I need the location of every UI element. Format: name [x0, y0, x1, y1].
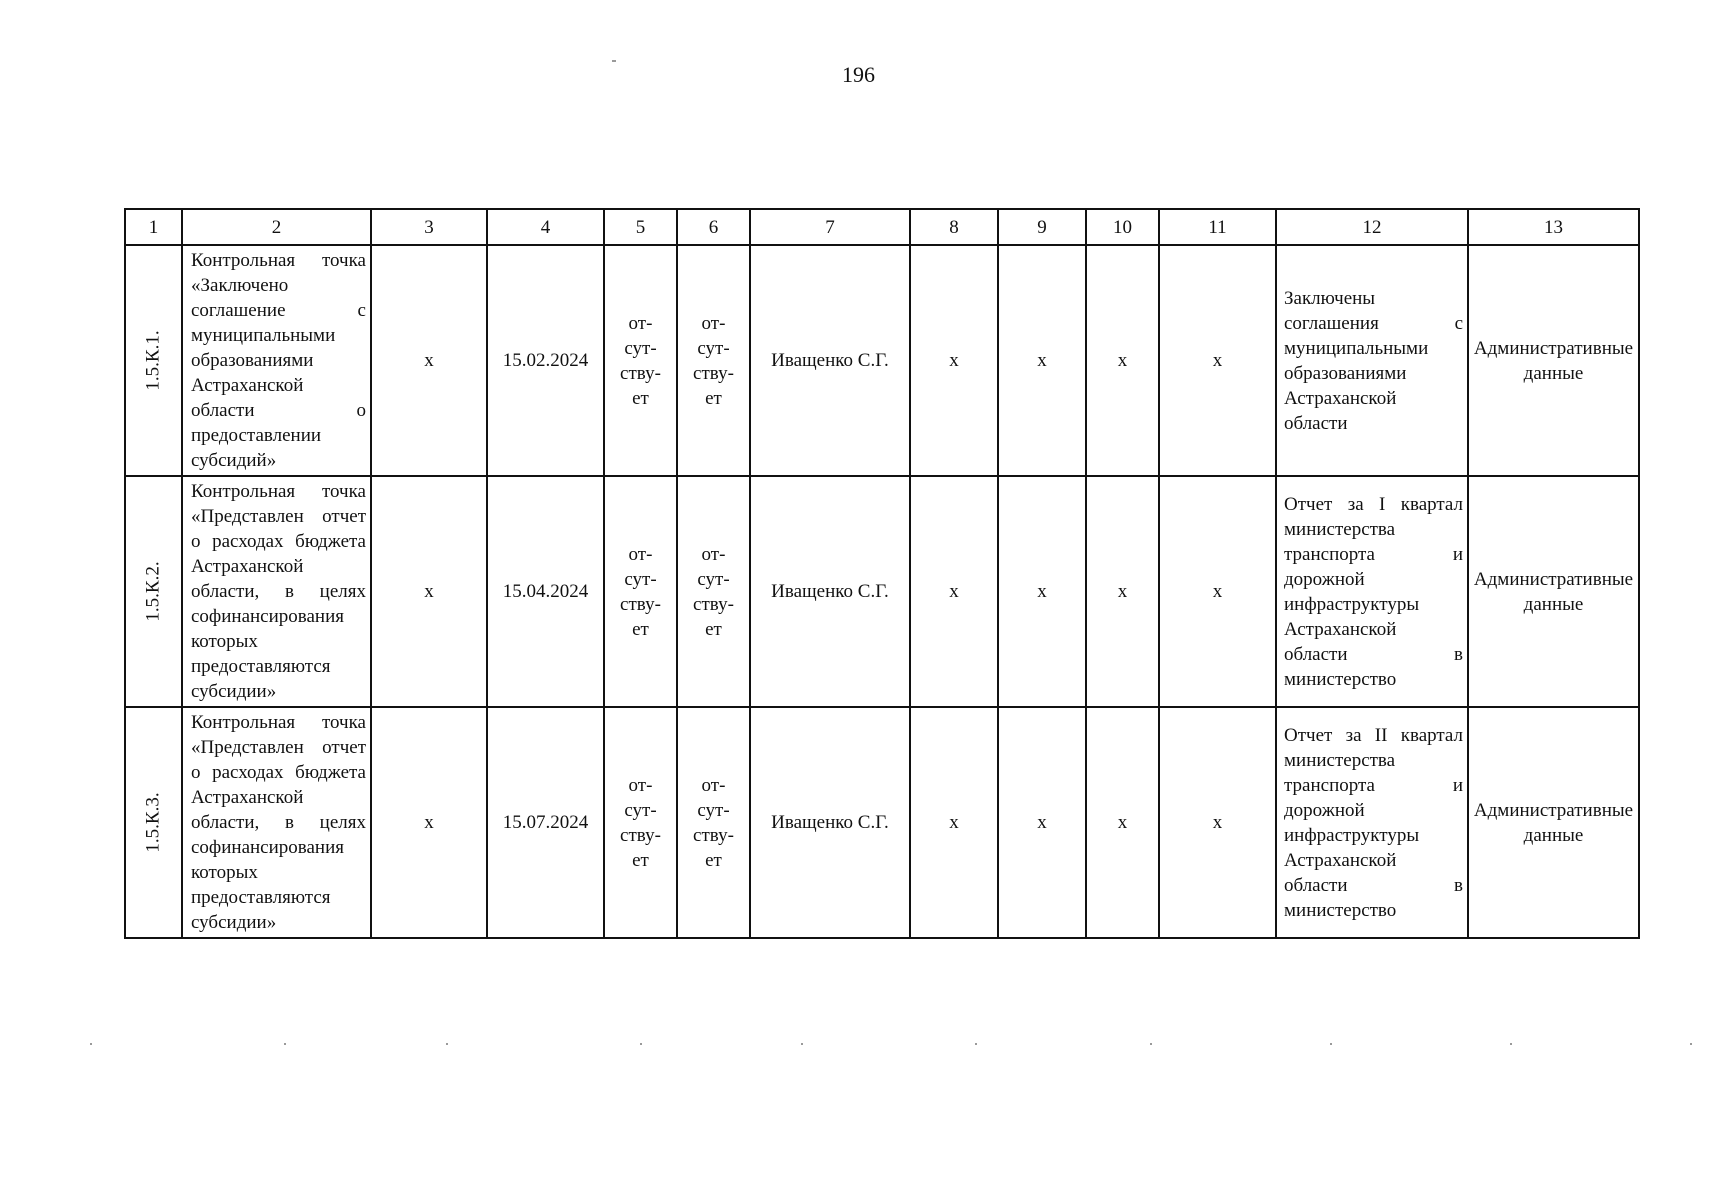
header-cell-4: 4 — [487, 209, 604, 245]
header-cell-2: 2 — [182, 209, 371, 245]
responsible-cell: Иващенко С.Г. — [750, 245, 910, 476]
col5-cell: от- сут- ству- ет — [604, 476, 677, 707]
header-cell-8: 8 — [910, 209, 998, 245]
col6-cell: от- сут- ству- ет — [677, 476, 750, 707]
table-row — [125, 245, 1639, 476]
col9-cell: х — [998, 476, 1086, 707]
scan-speck — [612, 60, 616, 62]
control-point-name-cell — [182, 245, 371, 476]
source-cell: Административные данные — [1468, 245, 1639, 476]
col10-cell: х — [1086, 476, 1159, 707]
header-cell-3: 3 — [371, 209, 487, 245]
col3-cell: х — [371, 245, 487, 476]
source-cell: Административные данные — [1468, 707, 1639, 938]
col11-cell: х — [1159, 707, 1276, 938]
table-row — [125, 476, 1639, 707]
scan-speck — [975, 1043, 977, 1045]
col3-cell: х — [371, 707, 487, 938]
scan-speck — [446, 1043, 448, 1045]
header-cell-7: 7 — [750, 209, 910, 245]
scan-speck — [1510, 1043, 1512, 1045]
scan-speck — [640, 1043, 642, 1045]
header-cell-13: 13 — [1468, 209, 1639, 245]
result-text: Заключены соглашения с муниципальными образованиями Астраханской области — [1284, 287, 1463, 434]
col9-cell: х — [998, 707, 1086, 938]
col5-cell: от- сут- ству- ет — [604, 707, 677, 938]
scan-speck — [1150, 1043, 1152, 1045]
col8-cell: х — [910, 476, 998, 707]
col5-cell: от- сут- ству- ет — [604, 245, 677, 476]
header-cell-6: 6 — [677, 209, 750, 245]
scan-speck — [1330, 1043, 1332, 1045]
header-cell-10: 10 — [1086, 209, 1159, 245]
header-row — [125, 209, 1639, 245]
date-cell: 15.07.2024 — [487, 707, 604, 938]
row-code: 1.5.К.2. — [143, 561, 164, 622]
row-code-cell — [125, 245, 182, 476]
control-point-name: Контрольная точка «Представлен отчет о расходах бюджета Астраханской области, в целях софинансирования которых предоставляются субсидии» — [191, 712, 366, 933]
col8-cell: х — [910, 245, 998, 476]
date-cell: 15.02.2024 — [487, 245, 604, 476]
scan-speck — [801, 1043, 803, 1045]
control-points-table — [124, 208, 1640, 939]
col10-cell: х — [1086, 245, 1159, 476]
header-cell-1: 1 — [125, 209, 182, 245]
row-code-cell — [125, 707, 182, 938]
control-point-name: Контрольная точка «Заключено соглашение с муниципальными образованиями Астраханской области о предоставлении субсидий» — [191, 250, 366, 471]
date-cell: 15.04.2024 — [487, 476, 604, 707]
col6-cell: от- сут- ству- ет — [677, 245, 750, 476]
header-cell-5: 5 — [604, 209, 677, 245]
col8-cell: х — [910, 707, 998, 938]
result-cell — [1276, 476, 1468, 707]
header-cell-11: 11 — [1159, 209, 1276, 245]
control-point-name-cell — [182, 476, 371, 707]
result-text: Отчет за I квартал министерства транспорта и дорожной инфраструктуры Астраханской области в министерство — [1284, 493, 1463, 690]
result-cell — [1276, 707, 1468, 938]
col10-cell: х — [1086, 707, 1159, 938]
row-code-cell — [125, 476, 182, 707]
scan-speck — [1690, 1043, 1692, 1045]
result-cell — [1276, 245, 1468, 476]
control-point-name-cell — [182, 707, 371, 938]
col3-cell: х — [371, 476, 487, 707]
page-number: 196 — [842, 62, 875, 87]
table-row — [125, 707, 1639, 938]
col9-cell: х — [998, 245, 1086, 476]
row-code: 1.5.К.1. — [143, 330, 164, 391]
header-cell-9: 9 — [998, 209, 1086, 245]
control-point-name: Контрольная точка «Представлен отчет о расходах бюджета Астраханской области, в целях софинансирования которых предоставляются субсидии» — [191, 481, 366, 702]
col11-cell: х — [1159, 476, 1276, 707]
scan-speck — [90, 1043, 92, 1045]
row-code: 1.5.К.3. — [143, 792, 164, 853]
result-text: Отчет за II квартал министерства транспорта и дорожной инфраструктуры Астраханской области в министерство — [1284, 724, 1463, 921]
scan-speck — [284, 1043, 286, 1045]
col11-cell: х — [1159, 245, 1276, 476]
col6-cell: от- сут- ству- ет — [677, 707, 750, 938]
header-cell-12: 12 — [1276, 209, 1468, 245]
responsible-cell: Иващенко С.Г. — [750, 707, 910, 938]
responsible-cell: Иващенко С.Г. — [750, 476, 910, 707]
source-cell: Административные данные — [1468, 476, 1639, 707]
